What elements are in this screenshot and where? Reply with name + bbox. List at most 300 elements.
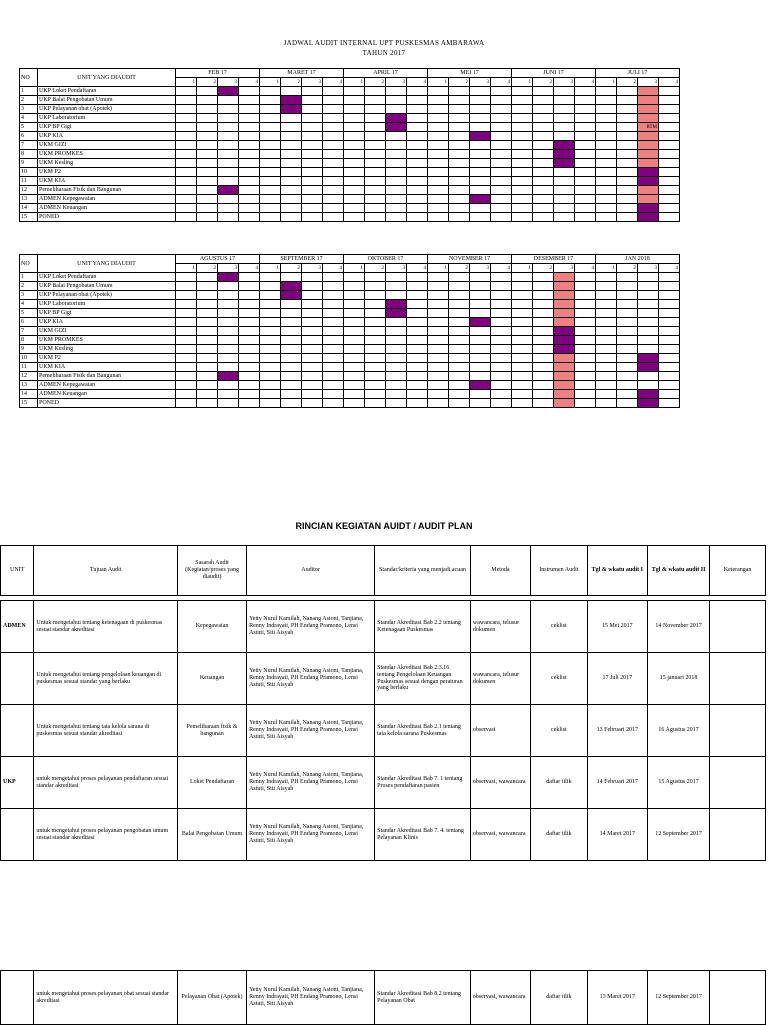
schedule-cell bbox=[176, 390, 197, 399]
audit-mark bbox=[218, 87, 239, 96]
unit-number: 14 bbox=[20, 390, 38, 399]
schedule-cell bbox=[281, 345, 302, 354]
schedule-cell bbox=[260, 354, 281, 363]
schedule-cell bbox=[386, 96, 407, 105]
schedule-cell bbox=[554, 132, 575, 141]
schedule-cell bbox=[386, 354, 407, 363]
schedule-cell bbox=[197, 186, 218, 195]
schedule-cell bbox=[239, 345, 260, 354]
schedule-cell bbox=[533, 177, 554, 186]
schedule-cell bbox=[512, 273, 533, 282]
schedule-cell bbox=[323, 399, 344, 408]
plan-ket bbox=[710, 809, 766, 861]
schedule-cell bbox=[491, 204, 512, 213]
unit-number: 13 bbox=[20, 195, 38, 204]
schedule-cell bbox=[197, 282, 218, 291]
schedule-cell bbox=[386, 213, 407, 222]
schedule-cell bbox=[596, 336, 617, 345]
plan-tgl2: 12 September 2017 bbox=[647, 809, 709, 861]
unit-number: 4 bbox=[20, 114, 38, 123]
plan-unit bbox=[1, 653, 34, 705]
schedule-cell bbox=[197, 195, 218, 204]
schedule-cell bbox=[533, 141, 554, 150]
schedule-cell bbox=[407, 213, 428, 222]
schedule-cell bbox=[533, 318, 554, 327]
schedule-cell bbox=[260, 177, 281, 186]
schedule-cell bbox=[617, 150, 638, 159]
audit-mark bbox=[554, 327, 575, 336]
unit-name: UKP Laboratorium bbox=[38, 300, 176, 309]
schedule-cell bbox=[470, 213, 491, 222]
schedule-cell bbox=[512, 204, 533, 213]
schedule-cell bbox=[512, 150, 533, 159]
schedule-cell bbox=[281, 195, 302, 204]
unit-number: 6 bbox=[20, 318, 38, 327]
plan-row bbox=[1, 971, 766, 1025]
schedule-cell bbox=[596, 150, 617, 159]
schedule-cell bbox=[449, 141, 470, 150]
schedule-cell bbox=[533, 291, 554, 300]
schedule-cell bbox=[533, 96, 554, 105]
schedule-cell bbox=[617, 318, 638, 327]
schedule-cell bbox=[533, 300, 554, 309]
schedule-cell bbox=[449, 282, 470, 291]
unit-name: UKM Kesling bbox=[38, 345, 176, 354]
schedule-cell bbox=[638, 327, 659, 336]
schedule-cell bbox=[344, 381, 365, 390]
schedule-cell bbox=[407, 96, 428, 105]
schedule-cell bbox=[176, 381, 197, 390]
schedule-cell bbox=[386, 390, 407, 399]
schedule-cell bbox=[302, 141, 323, 150]
schedule-cell bbox=[281, 177, 302, 186]
schedule-cell bbox=[239, 204, 260, 213]
plan-tgl2: 15 Agustus 2017 bbox=[647, 757, 709, 809]
schedule-cell bbox=[197, 96, 218, 105]
week-number: 1 bbox=[344, 264, 365, 273]
schedule-cell bbox=[302, 381, 323, 390]
schedule-cell bbox=[281, 327, 302, 336]
schedule-cell bbox=[449, 399, 470, 408]
schedule-cell bbox=[260, 291, 281, 300]
schedule-cell bbox=[407, 372, 428, 381]
schedule-cell bbox=[617, 390, 638, 399]
audit-mark bbox=[554, 345, 575, 354]
schedule-cell bbox=[323, 195, 344, 204]
schedule-cell bbox=[575, 354, 596, 363]
schedule-cell bbox=[407, 273, 428, 282]
schedule-cell bbox=[197, 168, 218, 177]
schedule-cell bbox=[470, 309, 491, 318]
schedule-cell bbox=[365, 309, 386, 318]
week-number: 1 bbox=[428, 78, 449, 87]
audit-mark bbox=[470, 381, 491, 390]
schedule-cell bbox=[260, 168, 281, 177]
plan-ket bbox=[710, 705, 766, 757]
header-keterangan: Keterangan bbox=[710, 546, 766, 596]
schedule-cell bbox=[533, 204, 554, 213]
schedule-cell bbox=[386, 381, 407, 390]
schedule-cell bbox=[428, 381, 449, 390]
week-number: 2 bbox=[533, 264, 554, 273]
unit-number: 2 bbox=[20, 96, 38, 105]
plan-instrumen: ceklist bbox=[530, 653, 587, 705]
schedule-cell bbox=[176, 204, 197, 213]
plan-unit bbox=[1, 705, 34, 757]
schedule-cell bbox=[260, 213, 281, 222]
schedule-cell bbox=[260, 186, 281, 195]
audit-mark bbox=[470, 195, 491, 204]
schedule-cell bbox=[407, 195, 428, 204]
header-unit-audited: UNIT YANG DIAUDIT bbox=[38, 255, 176, 273]
schedule-cell bbox=[428, 195, 449, 204]
plan-tgl2: 16 Agustus 2017 bbox=[647, 705, 709, 757]
week-number: 3 bbox=[554, 78, 575, 87]
schedule-cell bbox=[617, 273, 638, 282]
audit-mark bbox=[218, 186, 239, 195]
rtm-mark bbox=[638, 159, 659, 168]
schedule-cell bbox=[428, 114, 449, 123]
schedule-cell bbox=[386, 150, 407, 159]
schedule-cell bbox=[302, 336, 323, 345]
schedule-cell bbox=[491, 186, 512, 195]
unit-number: 3 bbox=[20, 105, 38, 114]
schedule-cell bbox=[365, 363, 386, 372]
schedule-cell bbox=[407, 354, 428, 363]
schedule-cell bbox=[407, 282, 428, 291]
schedule-cell bbox=[533, 390, 554, 399]
schedule-cell bbox=[491, 345, 512, 354]
schedule-cell bbox=[239, 291, 260, 300]
audit-mark bbox=[554, 141, 575, 150]
header-tgl1: Tgl & wkatu audit I bbox=[587, 546, 647, 596]
plan-sasaran: Loket Pendaftaran bbox=[178, 757, 247, 809]
schedule-cell bbox=[407, 87, 428, 96]
schedule-cell bbox=[617, 213, 638, 222]
plan-instrumen: daftar tilik bbox=[530, 757, 587, 809]
schedule-cell bbox=[386, 204, 407, 213]
schedule-cell bbox=[554, 105, 575, 114]
schedule-cell bbox=[470, 177, 491, 186]
plan-standar: Standar Akreditasi Bab 8.2 tentang Pelayanan Obat bbox=[375, 971, 471, 1025]
week-number: 3 bbox=[638, 78, 659, 87]
schedule-cell bbox=[302, 87, 323, 96]
schedule-cell bbox=[239, 177, 260, 186]
schedule-cell bbox=[659, 195, 680, 204]
schedule-cell bbox=[365, 123, 386, 132]
schedule-cell bbox=[218, 114, 239, 123]
week-number: 4 bbox=[407, 264, 428, 273]
schedule-cell bbox=[659, 105, 680, 114]
schedule-cell bbox=[638, 345, 659, 354]
schedule-cell bbox=[449, 300, 470, 309]
schedule-cell bbox=[407, 318, 428, 327]
schedule-cell bbox=[365, 177, 386, 186]
schedule-cell bbox=[491, 273, 512, 282]
unit-number: 6 bbox=[20, 132, 38, 141]
schedule-cell bbox=[596, 213, 617, 222]
audit-mark bbox=[470, 132, 491, 141]
schedule-cell bbox=[218, 168, 239, 177]
schedule-cell bbox=[302, 327, 323, 336]
schedule-cell bbox=[428, 372, 449, 381]
schedule-cell bbox=[596, 399, 617, 408]
plan-metoda: wawancara, telusur dokumen bbox=[470, 653, 530, 705]
schedule-cell bbox=[659, 273, 680, 282]
rtm-mark bbox=[638, 141, 659, 150]
week-number: 2 bbox=[197, 264, 218, 273]
schedule-cell bbox=[281, 372, 302, 381]
schedule-cell bbox=[617, 354, 638, 363]
unit-name: UKM P2 bbox=[38, 168, 176, 177]
schedule-cell bbox=[239, 213, 260, 222]
schedule-cell bbox=[575, 168, 596, 177]
unit-number: 13 bbox=[20, 381, 38, 390]
schedule-cell bbox=[218, 309, 239, 318]
rtm-mark bbox=[554, 318, 575, 327]
plan-row bbox=[1, 705, 766, 757]
schedule-cell bbox=[428, 177, 449, 186]
unit-name: UKM GIZI bbox=[38, 141, 176, 150]
schedule-cell bbox=[176, 318, 197, 327]
schedule-cell bbox=[449, 213, 470, 222]
schedule-cell bbox=[533, 186, 554, 195]
schedule-cell bbox=[365, 282, 386, 291]
schedule-cell bbox=[323, 300, 344, 309]
schedule-cell bbox=[239, 327, 260, 336]
schedule-cell bbox=[512, 282, 533, 291]
schedule-cell bbox=[659, 309, 680, 318]
unit-number: 7 bbox=[20, 141, 38, 150]
week-number: 3 bbox=[302, 264, 323, 273]
schedule-cell bbox=[197, 345, 218, 354]
plan-metoda: observasi, wawancara bbox=[470, 971, 530, 1025]
schedule-cell bbox=[323, 141, 344, 150]
schedule-cell bbox=[176, 87, 197, 96]
schedule-cell bbox=[554, 96, 575, 105]
schedule-cell bbox=[302, 345, 323, 354]
schedule-cell bbox=[176, 96, 197, 105]
schedule-cell bbox=[197, 213, 218, 222]
plan-standar: Standar Akreditasi Bab 7. 4. tentang Pelayanan Klinis bbox=[375, 809, 471, 861]
plan-sasaran: Pemeliharaan fisik & bangunan bbox=[178, 705, 247, 757]
schedule-cell bbox=[470, 204, 491, 213]
schedule-cell bbox=[302, 204, 323, 213]
schedule-cell bbox=[260, 345, 281, 354]
audit-mark bbox=[470, 318, 491, 327]
schedule-cell bbox=[197, 141, 218, 150]
month-header: AGUSTUS 17 bbox=[176, 255, 260, 264]
month-header: MEI 17 bbox=[428, 69, 512, 78]
week-number: 1 bbox=[260, 78, 281, 87]
week-number: 3 bbox=[638, 264, 659, 273]
schedule-cell bbox=[596, 345, 617, 354]
schedule-cell bbox=[323, 336, 344, 345]
schedule-cell bbox=[176, 372, 197, 381]
schedule-cell bbox=[596, 390, 617, 399]
schedule-cell bbox=[260, 114, 281, 123]
audit-schedule-table-1 bbox=[19, 68, 680, 222]
plan-metoda: observasi, wawancara bbox=[470, 757, 530, 809]
schedule-cell bbox=[323, 159, 344, 168]
schedule-cell bbox=[176, 168, 197, 177]
header-sasaran: Sasarah Audit (Kegiatan/proses yang diaudit) bbox=[178, 546, 247, 596]
unit-number: 1 bbox=[20, 273, 38, 282]
schedule-cell bbox=[617, 300, 638, 309]
schedule-cell bbox=[428, 132, 449, 141]
schedule-cell bbox=[575, 132, 596, 141]
unit-name: UKM KIA bbox=[38, 177, 176, 186]
schedule-cell bbox=[407, 150, 428, 159]
schedule-cell bbox=[659, 336, 680, 345]
schedule-cell bbox=[554, 213, 575, 222]
schedule-cell bbox=[596, 123, 617, 132]
schedule-cell bbox=[428, 318, 449, 327]
schedule-cell bbox=[344, 354, 365, 363]
schedule-cell bbox=[470, 372, 491, 381]
schedule-cell bbox=[470, 345, 491, 354]
schedule-cell bbox=[449, 291, 470, 300]
schedule-cell bbox=[617, 186, 638, 195]
audit-mark bbox=[554, 159, 575, 168]
schedule-cell bbox=[218, 363, 239, 372]
schedule-cell bbox=[575, 159, 596, 168]
schedule-cell bbox=[176, 132, 197, 141]
schedule-cell bbox=[239, 354, 260, 363]
schedule-cell bbox=[281, 318, 302, 327]
month-header: FEB 17 bbox=[176, 69, 260, 78]
plan-standar: Standar Akreditasi Bab 2.3.16 tentang Pengelolaan Keuangan Puskesmas sesuai dengan peraturan yang berlaku bbox=[375, 653, 471, 705]
schedule-cell bbox=[197, 372, 218, 381]
unit-number: 3 bbox=[20, 291, 38, 300]
schedule-cell bbox=[260, 363, 281, 372]
plan-auditor: Yetty Nurul Kamilah, Nanang Astoni, Tanjiana, Renny Indrayati, PH Endang Pramono, Lensi Astuti, Siti Aisyah bbox=[247, 653, 375, 705]
schedule-cell bbox=[596, 195, 617, 204]
plan-metoda: wawancara, telusur dokumen bbox=[470, 601, 530, 653]
schedule-cell bbox=[470, 105, 491, 114]
schedule-cell bbox=[428, 105, 449, 114]
unit-number: 7 bbox=[20, 327, 38, 336]
schedule-cell bbox=[617, 327, 638, 336]
schedule-cell bbox=[617, 123, 638, 132]
week-number: 4 bbox=[323, 78, 344, 87]
schedule-cell bbox=[365, 318, 386, 327]
schedule-cell bbox=[323, 327, 344, 336]
schedule-cell bbox=[428, 273, 449, 282]
unit-name: UKP Balai Pengobatan Umum bbox=[38, 282, 176, 291]
schedule-cell bbox=[176, 336, 197, 345]
schedule-cell bbox=[491, 336, 512, 345]
schedule-cell bbox=[428, 363, 449, 372]
schedule-cell bbox=[323, 150, 344, 159]
schedule-cell bbox=[344, 132, 365, 141]
schedule-cell bbox=[344, 96, 365, 105]
schedule-cell bbox=[176, 327, 197, 336]
schedule-cell bbox=[491, 195, 512, 204]
schedule-cell bbox=[197, 309, 218, 318]
week-number: 3 bbox=[218, 78, 239, 87]
month-header: OKTOBER 17 bbox=[344, 255, 428, 264]
schedule-cell bbox=[260, 309, 281, 318]
schedule-cell bbox=[533, 354, 554, 363]
schedule-cell bbox=[176, 300, 197, 309]
schedule-cell bbox=[470, 336, 491, 345]
rtm-mark bbox=[554, 354, 575, 363]
schedule-cell bbox=[239, 372, 260, 381]
plan-sasaran: Kepegawaian bbox=[178, 601, 247, 653]
schedule-cell bbox=[197, 318, 218, 327]
week-number: 1 bbox=[176, 264, 197, 273]
unit-number: 11 bbox=[20, 177, 38, 186]
schedule-cell bbox=[239, 273, 260, 282]
audit-mark bbox=[218, 372, 239, 381]
schedule-cell bbox=[512, 345, 533, 354]
unit-name: Pemeliharaan Fisik dan Bangunan bbox=[38, 186, 176, 195]
month-header: SEPTEMBER 17 bbox=[260, 255, 344, 264]
schedule-cell bbox=[533, 123, 554, 132]
schedule-cell bbox=[365, 195, 386, 204]
schedule-cell bbox=[197, 363, 218, 372]
schedule-cell bbox=[344, 282, 365, 291]
schedule-cell bbox=[281, 309, 302, 318]
schedule-cell bbox=[365, 159, 386, 168]
schedule-cell bbox=[176, 159, 197, 168]
schedule-cell bbox=[344, 318, 365, 327]
schedule-cell bbox=[512, 141, 533, 150]
schedule-cell bbox=[449, 195, 470, 204]
schedule-cell bbox=[260, 327, 281, 336]
plan-instrumen: ceklist bbox=[530, 705, 587, 757]
schedule-cell bbox=[554, 123, 575, 132]
schedule-cell bbox=[302, 354, 323, 363]
schedule-cell bbox=[659, 150, 680, 159]
schedule-cell bbox=[323, 282, 344, 291]
schedule-cell bbox=[218, 195, 239, 204]
schedule-cell bbox=[596, 291, 617, 300]
unit-name: UKP Balai Pengobatan Umum bbox=[38, 96, 176, 105]
schedule-cell bbox=[365, 105, 386, 114]
schedule-cell bbox=[449, 177, 470, 186]
header-tgl2: Tgl & wkatu audit II bbox=[647, 546, 709, 596]
audit-plan-table bbox=[0, 600, 766, 861]
schedule-cell bbox=[218, 177, 239, 186]
schedule-cell bbox=[491, 318, 512, 327]
schedule-cell bbox=[491, 141, 512, 150]
schedule-cell bbox=[197, 354, 218, 363]
unit-number: 5 bbox=[20, 309, 38, 318]
schedule-cell bbox=[197, 123, 218, 132]
schedule-cell bbox=[596, 309, 617, 318]
audit-mark bbox=[386, 123, 407, 132]
schedule-cell bbox=[596, 87, 617, 96]
schedule-cell bbox=[176, 195, 197, 204]
schedule-cell bbox=[344, 177, 365, 186]
schedule-cell bbox=[512, 363, 533, 372]
schedule-cell bbox=[449, 336, 470, 345]
schedule-cell bbox=[218, 132, 239, 141]
week-number: 1 bbox=[176, 78, 197, 87]
schedule-cell bbox=[239, 399, 260, 408]
audit-mark bbox=[638, 213, 659, 222]
plan-auditor: Yetty Nurul Kamilah, Nanang Astoni, Tanjiana, Renny Indrayati, PH Endang Pramono, Lensi Astuti, Siti Aisyah bbox=[247, 705, 375, 757]
schedule-cell bbox=[218, 354, 239, 363]
week-number: 2 bbox=[449, 264, 470, 273]
schedule-cell bbox=[302, 291, 323, 300]
schedule-cell bbox=[197, 390, 218, 399]
schedule-cell bbox=[659, 96, 680, 105]
schedule-cell bbox=[449, 105, 470, 114]
schedule-cell bbox=[512, 291, 533, 300]
